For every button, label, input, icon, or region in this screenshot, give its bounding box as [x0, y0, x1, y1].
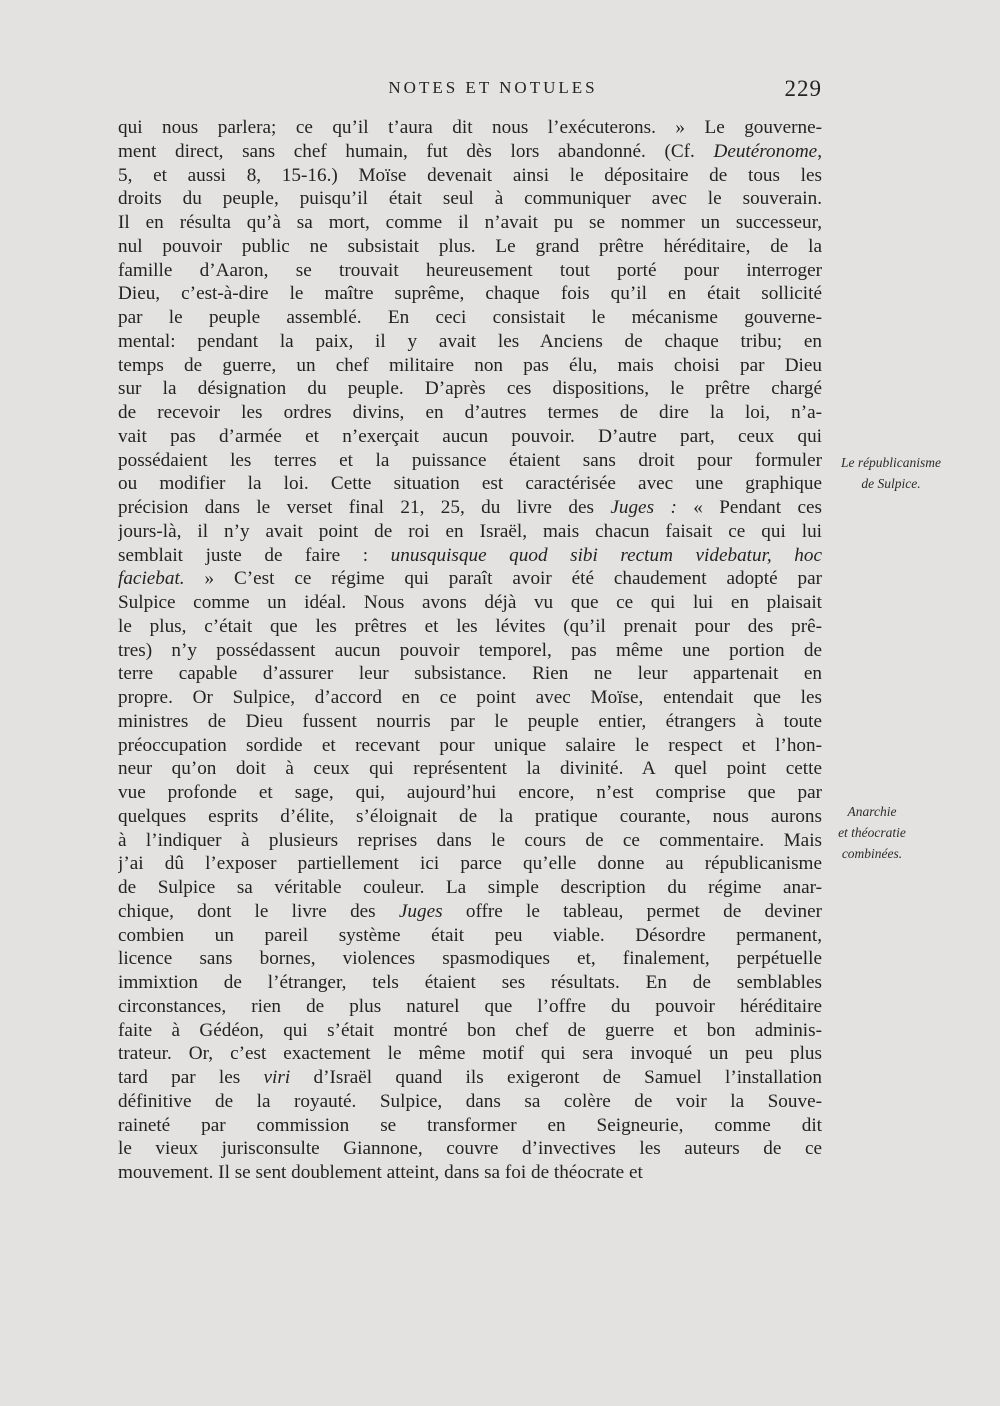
- text-segment: immixtion de l’étranger, tels étaient ses résultats. En de semblables: [118, 972, 822, 993]
- text-line: [118, 1114, 822, 1138]
- text-line: [118, 116, 822, 140]
- text-line: [118, 947, 822, 971]
- text-line: [118, 496, 822, 520]
- text-segment: vue profonde et sage, qui, aujourd’hui encore, n’est comprise que par: [118, 782, 822, 803]
- text-segment: sur la désignation du peuple. D’après ces dispositions, le prêtre chargé: [118, 378, 822, 400]
- italic-segment: Juges: [398, 900, 443, 922]
- italic-segment: viri: [263, 1067, 291, 1088]
- text-line: [118, 805, 822, 829]
- margin-note-line: Anarchie: [847, 804, 897, 819]
- margin-note-line: combinées.: [841, 846, 903, 861]
- italic-segment: faciebat.: [118, 568, 185, 590]
- text-line: [118, 164, 822, 188]
- margin-note-line: et théocratie: [838, 825, 906, 840]
- text-segment: offre le tableau, permet de deviner: [442, 900, 822, 922]
- text-segment: par le peuple assemblé. En ceci consistait le mécanisme gouverne-: [118, 307, 822, 328]
- text-segment: j’ai dû l’exposer partiellement ici parce qu’elle donne au républicanisme: [118, 853, 822, 875]
- text-segment: définitive de la royauté. Sulpice, dans sa colère de voir la Souve-: [118, 1090, 822, 1112]
- text-segment: ,: [817, 140, 822, 162]
- text-segment: chique, dont le livre des: [118, 900, 399, 922]
- text-segment: Dieu, c’est-à-dire le maître suprême, chaque fois qu’il en était sollicité: [118, 283, 822, 305]
- text-segment: le vieux jurisconsulte Giannone, couvre d’invectives les auteurs de ce: [118, 1138, 822, 1160]
- text-segment: tard par les: [118, 1067, 264, 1088]
- text-line: [118, 449, 822, 473]
- margin-note-line: Le républicanisme: [840, 455, 942, 470]
- text-segment: ministres de Dieu fussent nourris par le peuple entier, étrangers à toute: [118, 710, 822, 732]
- text-segment: temps de guerre, un chef militaire non pas élu, mais choisi par Dieu: [118, 354, 822, 376]
- text-line: [118, 639, 822, 663]
- text-line: [118, 354, 822, 378]
- text-line: [118, 995, 822, 1019]
- text-segment: préoccupation sordide et recevant pour unique salaire le respect et l’hon-: [118, 734, 822, 756]
- text-segment: tres) n’y possédassent aucun pouvoir temporel, pas même une portion de: [118, 639, 822, 661]
- text-segment: le plus, c’était que les prêtres et les lévites (qu’il prenait pour des prê-: [118, 615, 822, 637]
- text-segment: famille d’Aaron, se trouvait heureusement tout porté pour interroger: [118, 259, 822, 281]
- text-segment: nul pouvoir public ne subsistait plus. Le grand prêtre héréditaire, de la: [118, 235, 822, 257]
- text-line: [118, 187, 822, 211]
- text-segment: droits du peuple, puisqu’il était seul à communiquer avec le souverain.: [118, 188, 822, 210]
- text-line: [118, 520, 822, 544]
- text-segment: faite à Gédéon, qui s’était montré bon chef de guerre et bon adminis-: [118, 1019, 822, 1041]
- text-segment: d’Israël quand ils exigeront de Samuel l’installation: [290, 1067, 822, 1088]
- text-segment: de recevoir les ordres divins, en d’autres termes de dire la loi, n’a-: [118, 402, 822, 423]
- text-segment: à l’indiquer à plusieurs reprises dans le cours de ce commentaire. Mais: [118, 829, 822, 851]
- text-segment: précision dans le verset final 21, 25, du livre des: [118, 497, 611, 518]
- text-line: [118, 544, 822, 568]
- page-header: [120, 76, 822, 106]
- text-segment: vait pas d’armée et n’exerçait aucun pouvoir. D’autre part, ceux qui: [118, 425, 822, 447]
- text-segment: de Sulpice sa véritable couleur. La simple description du régime anar-: [118, 877, 822, 898]
- text-segment: quelques esprits d’élite, s’éloignait de la pratique courante, nous aurons: [118, 805, 822, 827]
- italic-segment: Juges :: [610, 497, 677, 518]
- text-line: [118, 734, 822, 758]
- text-segment: trateur. Or, c’est exactement le même motif qui sera invoqué un peu plus: [118, 1043, 822, 1065]
- text-segment: combien un pareil système était peu viable. Désordre permanent,: [118, 924, 822, 946]
- text-line: [118, 567, 822, 591]
- text-line: [118, 330, 822, 354]
- margin-note-anarchie: [824, 801, 920, 864]
- running-title: NOTES ET NOTULES: [388, 78, 598, 97]
- text-line: [118, 781, 822, 805]
- text-line: [118, 1042, 822, 1066]
- text-line: [118, 757, 822, 781]
- text-line: [118, 306, 822, 330]
- text-segment: mental: pendant la paix, il y avait les Anciens de chaque tribu; en: [118, 330, 822, 352]
- text-line: [118, 472, 822, 496]
- text-segment: 5, et aussi 8, 15-16.) Moïse devenait ainsi le dépositaire de tous les: [118, 164, 822, 186]
- text-line: [118, 852, 822, 876]
- text-line: [118, 377, 822, 401]
- text-segment: Il en résulta qu’à sa mort, comme il n’avait pu se nommer un successeur,: [118, 212, 822, 233]
- text-line: [118, 1161, 822, 1185]
- body-text: [118, 116, 822, 1185]
- text-segment: » C’est ce régime qui paraît avoir été chaudement adopté par: [184, 568, 822, 590]
- margin-note-line: de Sulpice.: [861, 476, 921, 491]
- text-line: [118, 211, 822, 235]
- text-segment: possédaient les terres et la puissance étaient sans droit pour formuler: [118, 449, 822, 471]
- text-segment: circonstances, rien de plus naturel que l’offre du pouvoir héréditaire: [118, 995, 822, 1017]
- italic-segment: Deutéronome: [713, 140, 818, 162]
- text-line: [118, 829, 822, 853]
- text-line: [118, 1019, 822, 1043]
- text-segment: qui nous parlera; ce qu’il t’aura dit nous l’exécuterons. » Le gouverne-: [118, 117, 822, 138]
- page-number: 229: [784, 76, 822, 101]
- text-line: [118, 662, 822, 686]
- text-line: [118, 425, 822, 449]
- margin-note-republicanisme: [826, 452, 956, 494]
- text-segment: Sulpice comme un idéal. Nous avons déjà vu que ce qui lui en plaisait: [118, 592, 822, 613]
- text-segment: propre. Or Sulpice, d’accord en ce point avec Moïse, entendait que les: [118, 687, 822, 708]
- text-line: [118, 900, 822, 924]
- text-segment: « Pendant ces: [676, 497, 822, 518]
- text-segment: raineté par commission se transformer en Seigneurie, comme dit: [118, 1114, 822, 1136]
- text-segment: semblait juste de faire :: [118, 544, 391, 566]
- text-segment: mouvement. Il se sent doublement atteint, dans sa foi de théocrate et: [118, 1162, 643, 1183]
- text-segment: terre capable d’assurer leur subsistance. Rien ne leur appartenait en: [118, 663, 822, 685]
- text-line: [118, 876, 822, 900]
- italic-segment: unusquisque quod sibi rectum videbatur, hoc: [390, 544, 822, 566]
- text-line: [118, 282, 822, 306]
- text-segment: ou modifier la loi. Cette situation est caractérisée avec une graphique: [118, 473, 822, 495]
- text-segment: jours-là, il n’y avait point de roi en Israël, mais chacun faisait ce qui lui: [118, 520, 822, 542]
- text-line: [118, 235, 822, 259]
- text-line: [118, 1137, 822, 1161]
- text-line: [118, 924, 822, 948]
- text-line: [118, 710, 822, 734]
- text-line: [118, 1066, 822, 1090]
- text-line: [118, 401, 822, 425]
- text-line: [118, 971, 822, 995]
- text-segment: licence sans bornes, violences spasmodiques et, finalement, perpétuelle: [118, 948, 822, 970]
- text-line: [118, 1090, 822, 1114]
- text-segment: neur qu’on doit à ceux qui représentent la divinité. A quel point cette: [118, 758, 822, 780]
- text-segment: ment direct, sans chef humain, fut dès lors abandonné. (Cf.: [118, 140, 714, 162]
- text-line: [118, 140, 822, 164]
- text-line: [118, 615, 822, 639]
- text-line: [118, 686, 822, 710]
- text-line: [118, 259, 822, 283]
- text-line: [118, 591, 822, 615]
